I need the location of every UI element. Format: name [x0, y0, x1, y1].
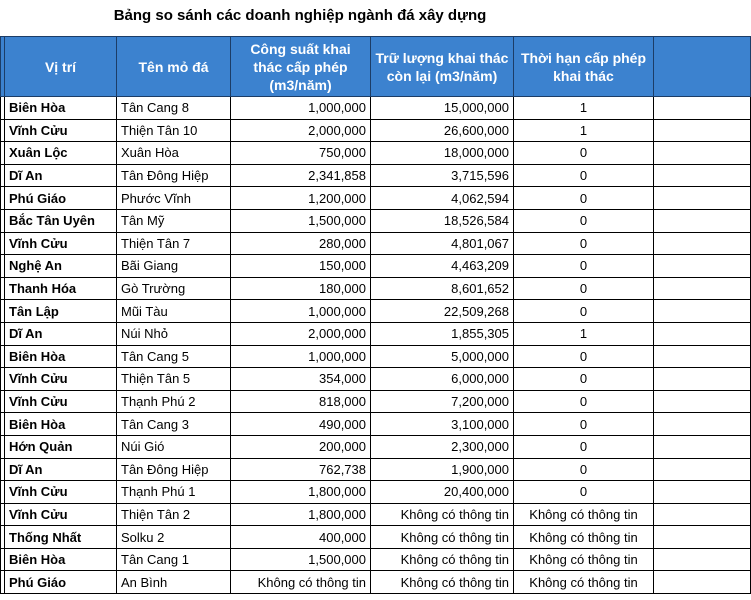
table-row	[1, 458, 751, 481]
cell-mine: Tân Cang 1	[117, 548, 231, 571]
row-overflow-cell	[654, 300, 751, 323]
cell-term: Không có thông tin	[514, 571, 654, 594]
cell-capacity: 280,000	[231, 232, 371, 255]
cell-term: 0	[514, 164, 654, 187]
table-row	[1, 345, 751, 368]
cell-location: Biên Hòa	[5, 548, 117, 571]
cell-reserve: 3,715,596	[371, 164, 514, 187]
cell-reserve: 20,400,000	[371, 481, 514, 504]
row-overflow-cell	[654, 413, 751, 436]
cell-location: Nghệ An	[5, 255, 117, 278]
table-body	[1, 97, 751, 594]
header-row	[1, 37, 751, 97]
cell-reserve: Không có thông tin	[371, 503, 514, 526]
cell-term: 0	[514, 458, 654, 481]
cell-reserve: 1,855,305	[371, 322, 514, 345]
cell-reserve: 15,000,000	[371, 97, 514, 120]
cell-mine: Thiện Tân 10	[117, 119, 231, 142]
cell-reserve: 18,000,000	[371, 142, 514, 165]
table-row	[1, 481, 751, 504]
cell-mine: Tân Cang 3	[117, 413, 231, 436]
table-row	[1, 209, 751, 232]
cell-capacity: 2,000,000	[231, 322, 371, 345]
cell-reserve: 1,900,000	[371, 458, 514, 481]
cell-term: 0	[514, 345, 654, 368]
cell-mine: Thiện Tân 2	[117, 503, 231, 526]
cell-reserve: 3,100,000	[371, 413, 514, 436]
table-row	[1, 548, 751, 571]
cell-mine: Tân Mỹ	[117, 209, 231, 232]
comparison-table-container	[0, 36, 647, 600]
row-overflow-cell	[654, 232, 751, 255]
cell-mine: Tân Đông Hiệp	[117, 458, 231, 481]
row-overflow-cell	[654, 481, 751, 504]
row-overflow-cell	[654, 277, 751, 300]
table-row	[1, 322, 751, 345]
header-capacity: Công suất khai thác cấp phép (m3/năm)	[231, 37, 371, 97]
cell-capacity: 1,800,000	[231, 481, 371, 504]
row-overflow-cell	[654, 571, 751, 594]
cell-location: Dĩ An	[5, 458, 117, 481]
row-overflow-cell	[654, 164, 751, 187]
cell-mine: Núi Nhỏ	[117, 322, 231, 345]
row-overflow-cell	[654, 503, 751, 526]
row-overflow-cell	[654, 548, 751, 571]
row-overflow-cell	[654, 390, 751, 413]
cell-mine: Thạnh Phú 2	[117, 390, 231, 413]
cell-reserve: 22,509,268	[371, 300, 514, 323]
cell-term: 1	[514, 97, 654, 120]
header-overflow-cell	[654, 37, 751, 97]
table-row	[1, 571, 751, 594]
table-row	[1, 142, 751, 165]
cell-location: Vĩnh Cửu	[5, 368, 117, 391]
cell-mine: Tân Đông Hiệp	[117, 164, 231, 187]
table-row	[1, 164, 751, 187]
cell-capacity: 354,000	[231, 368, 371, 391]
cell-capacity: 818,000	[231, 390, 371, 413]
cell-mine: An Bình	[117, 571, 231, 594]
cell-term: Không có thông tin	[514, 526, 654, 549]
row-overflow-cell	[654, 142, 751, 165]
cell-location: Vĩnh Cửu	[5, 232, 117, 255]
cell-location: Thanh Hóa	[5, 277, 117, 300]
cell-term: 0	[514, 187, 654, 210]
row-overflow-cell	[654, 209, 751, 232]
cell-location: Phú Giáo	[5, 571, 117, 594]
cell-location: Biên Hòa	[5, 345, 117, 368]
cell-term: 0	[514, 481, 654, 504]
cell-capacity: Không có thông tin	[231, 571, 371, 594]
cell-capacity: 1,200,000	[231, 187, 371, 210]
cell-mine: Thiện Tân 5	[117, 368, 231, 391]
cell-location: Tân Lập	[5, 300, 117, 323]
cell-term: 0	[514, 390, 654, 413]
cell-capacity: 200,000	[231, 435, 371, 458]
table-row	[1, 277, 751, 300]
cell-location: Bắc Tân Uyên	[5, 209, 117, 232]
table-row	[1, 368, 751, 391]
cell-term: 0	[514, 142, 654, 165]
cell-mine: Mũi Tàu	[117, 300, 231, 323]
cell-reserve: 5,000,000	[371, 345, 514, 368]
cell-reserve: 26,600,000	[371, 119, 514, 142]
cell-mine: Núi Gió	[117, 435, 231, 458]
cell-reserve: 18,526,584	[371, 209, 514, 232]
cell-term: 1	[514, 322, 654, 345]
row-overflow-cell	[654, 526, 751, 549]
cell-location: Xuân Lộc	[5, 142, 117, 165]
cell-mine: Phước Vĩnh	[117, 187, 231, 210]
cell-capacity: 1,000,000	[231, 300, 371, 323]
table-row	[1, 255, 751, 278]
cell-reserve: 2,300,000	[371, 435, 514, 458]
cell-term: Không có thông tin	[514, 503, 654, 526]
cell-capacity: 2,341,858	[231, 164, 371, 187]
table-row	[1, 97, 751, 120]
cell-term: 0	[514, 413, 654, 436]
cell-reserve: 8,601,652	[371, 277, 514, 300]
cell-location: Dĩ An	[5, 322, 117, 345]
cell-term: 0	[514, 232, 654, 255]
cell-capacity: 1,800,000	[231, 503, 371, 526]
cell-mine: Tân Cang 8	[117, 97, 231, 120]
cell-location: Dĩ An	[5, 164, 117, 187]
cell-mine: Solku 2	[117, 526, 231, 549]
cell-capacity: 180,000	[231, 277, 371, 300]
cell-mine: Bãi Giang	[117, 255, 231, 278]
cell-capacity: 1,500,000	[231, 209, 371, 232]
row-overflow-cell	[654, 458, 751, 481]
header-term: Thời hạn cấp phép khai thác	[514, 37, 654, 97]
cell-location: Phú Giáo	[5, 187, 117, 210]
table-row	[1, 503, 751, 526]
cell-location: Vĩnh Cửu	[5, 119, 117, 142]
row-overflow-cell	[654, 435, 751, 458]
cell-term: 0	[514, 435, 654, 458]
cell-reserve: 6,000,000	[371, 368, 514, 391]
cell-location: Vĩnh Cửu	[5, 390, 117, 413]
table-row	[1, 413, 751, 436]
row-overflow-cell	[654, 119, 751, 142]
table-row	[1, 435, 751, 458]
comparison-table	[0, 36, 751, 594]
table-row	[1, 390, 751, 413]
cell-mine: Thạnh Phú 1	[117, 481, 231, 504]
cell-reserve: 4,801,067	[371, 232, 514, 255]
cell-mine: Tân Cang 5	[117, 345, 231, 368]
cell-reserve: 7,200,000	[371, 390, 514, 413]
header-location: Vị trí	[5, 37, 117, 97]
cell-capacity: 150,000	[231, 255, 371, 278]
cell-term: 0	[514, 255, 654, 278]
cell-capacity: 1,000,000	[231, 97, 371, 120]
cell-term: 0	[514, 277, 654, 300]
cell-reserve: Không có thông tin	[371, 571, 514, 594]
row-overflow-cell	[654, 187, 751, 210]
cell-location: Biên Hòa	[5, 413, 117, 436]
cell-capacity: 762,738	[231, 458, 371, 481]
cell-capacity: 490,000	[231, 413, 371, 436]
table-row	[1, 232, 751, 255]
row-overflow-cell	[654, 255, 751, 278]
cell-term: Không có thông tin	[514, 548, 654, 571]
cell-mine: Gò Trường	[117, 277, 231, 300]
cell-reserve: Không có thông tin	[371, 526, 514, 549]
cell-term: 0	[514, 209, 654, 232]
cell-capacity: 750,000	[231, 142, 371, 165]
cell-term: 0	[514, 300, 654, 323]
cell-mine: Xuân Hòa	[117, 142, 231, 165]
table-row	[1, 300, 751, 323]
header-mine: Tên mỏ đá	[117, 37, 231, 97]
page-title: Bảng so sánh các doanh nghiệp ngành đá xây dựng	[113, 7, 487, 24]
row-overflow-cell	[654, 345, 751, 368]
row-overflow-cell	[654, 97, 751, 120]
cell-mine: Thiện Tân 7	[117, 232, 231, 255]
cell-location: Biên Hòa	[5, 97, 117, 120]
cell-capacity: 2,000,000	[231, 119, 371, 142]
cell-reserve: 4,062,594	[371, 187, 514, 210]
cell-capacity: 1,500,000	[231, 548, 371, 571]
cell-location: Hớn Quản	[5, 435, 117, 458]
cell-term: 1	[514, 119, 654, 142]
cell-capacity: 1,000,000	[231, 345, 371, 368]
row-overflow-cell	[654, 322, 751, 345]
header-reserve: Trữ lượng khai thác còn lại (m3/năm)	[371, 37, 514, 97]
cell-location: Thống Nhất	[5, 526, 117, 549]
row-overflow-cell	[654, 368, 751, 391]
table-row	[1, 187, 751, 210]
cell-location: Vĩnh Cửu	[5, 481, 117, 504]
cell-reserve: 4,463,209	[371, 255, 514, 278]
cell-location: Vĩnh Cửu	[5, 503, 117, 526]
table-row	[1, 526, 751, 549]
cell-reserve: Không có thông tin	[371, 548, 514, 571]
cell-capacity: 400,000	[231, 526, 371, 549]
table-row	[1, 119, 751, 142]
cell-term: 0	[514, 368, 654, 391]
